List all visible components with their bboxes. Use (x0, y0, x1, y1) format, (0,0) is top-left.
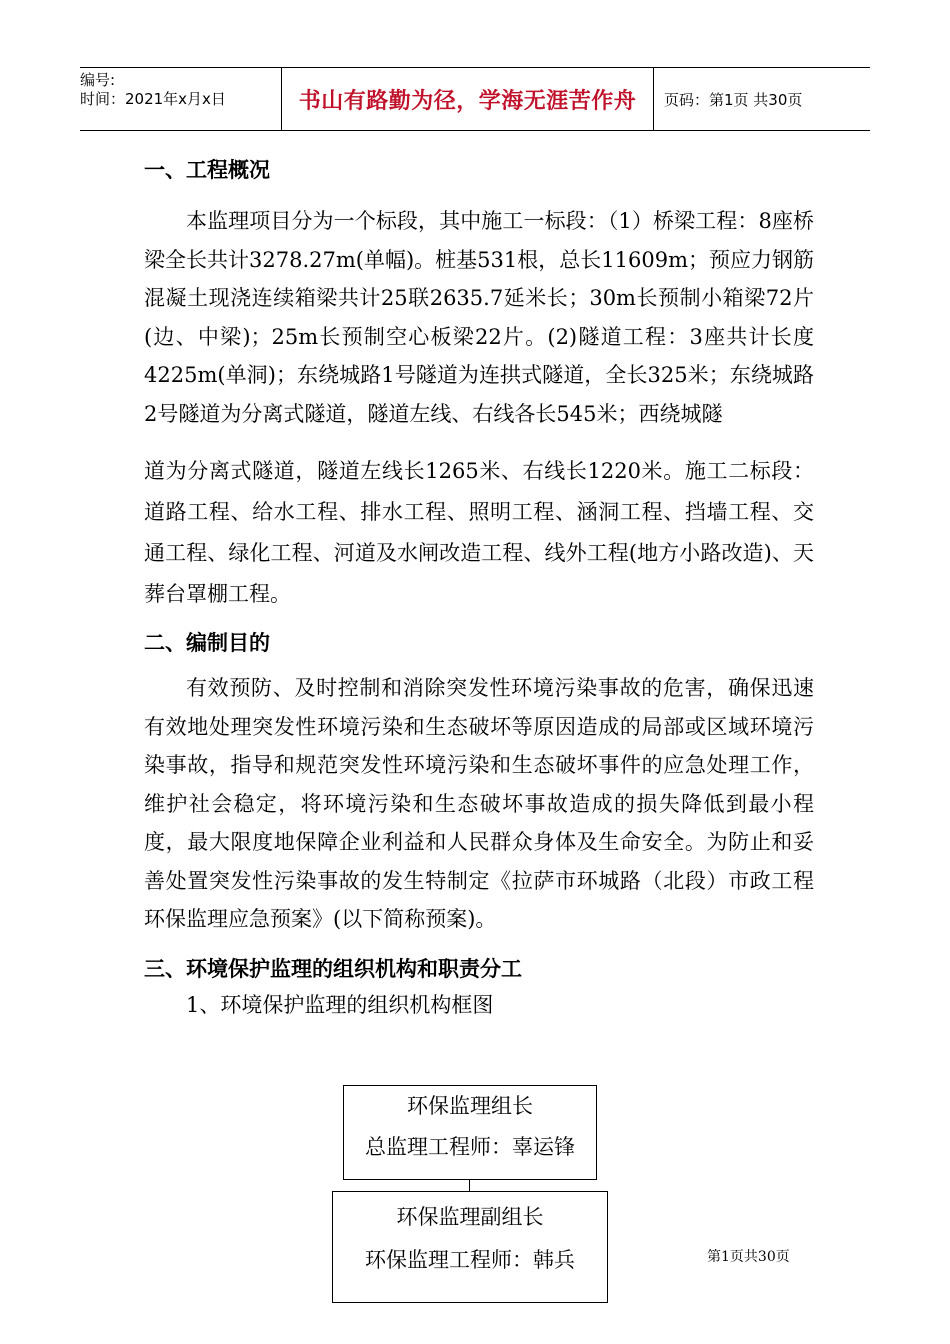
section-heading-purpose: 二、编制目的 (144, 631, 270, 655)
paragraph-overview-1: 本监理项目分为一个标段，其中施工一标段：（1）桥梁工程：8座桥梁全长共计3278.27m(单幅)。桩基531根，总长11609m；预应力钢筋混凝土现浇连续箱梁共计25联2635.7延米长；30m长预制小箱梁72片(边、中梁)；25m长预制空心板梁22片。(2)隧道工程：3座共计长度4225m(单洞)；东绕城路1号隧道为连拱式隧道，全长325米；东绕城路2号隧道为分离式隧道，隧道左线、右线各长545米；西绕城隧 (144, 209, 814, 426)
org-box-deputy-title: 环保监理副组长 (396, 1205, 544, 1229)
page-header (80, 67, 870, 131)
header-meta (80, 68, 282, 130)
org-box-leader-title: 环保监理组长 (407, 1094, 533, 1118)
header-motto-cell (282, 68, 654, 130)
subheading-org-chart: 1、环境保护监理的组织机构框图 (186, 992, 494, 1017)
org-chart-connector (469, 1180, 470, 1191)
org-box-leader-name: 总监理工程师：辜运锋 (365, 1135, 575, 1159)
org-chart-box-leader (343, 1085, 597, 1180)
org-box-deputy-name: 环保监理工程师：韩兵 (365, 1248, 575, 1272)
paragraph-overview-2: 道为分离式隧道，隧道左线长1265米、右线长1220米。施工二标段：道路工程、给水工程、排水工程、照明工程、涵洞工程、挡墙工程、交通工程、绿化工程、河道及水闸改造工程、线外工程(地方小路改造)、天葬台罩棚工程。 (144, 459, 814, 606)
document-number-label: 编号: (80, 71, 116, 89)
paragraph-purpose: 有效预防、及时控制和消除突发性环境污染事故的危害，确保迅速有效地处理突发性环境污染和生态破坏等原因造成的局部或区域环境污染事故，指导和规范突发性环境污染和生态破坏事件的应急处理工作，维护社会稳定，将环境污染和生态破坏事故造成的损失降低到最小程度，最大限度地保障企业利益和人民群众身体及生命安全。为防止和妥善处置突发性污染事故的发生特制定《拉萨市环城路（北段）市政工程环保监理应急预案》(以下简称预案)。 (144, 676, 814, 931)
header-page-info: 页码：第1页 共30页 (664, 90, 803, 109)
org-chart-box-deputy (332, 1191, 608, 1303)
section-heading-organization: 三、环境保护监理的组织机构和职责分工 (144, 956, 522, 981)
header-motto: 书山有路勤为径，学海无涯苦作舟 (298, 88, 637, 114)
page-footer: 第1页共30页 (707, 1249, 790, 1265)
document-body (144, 150, 814, 1023)
document-date: 时间：2021年x月x日 (80, 90, 226, 108)
section-heading-overview: 一、工程概况 (144, 158, 270, 182)
